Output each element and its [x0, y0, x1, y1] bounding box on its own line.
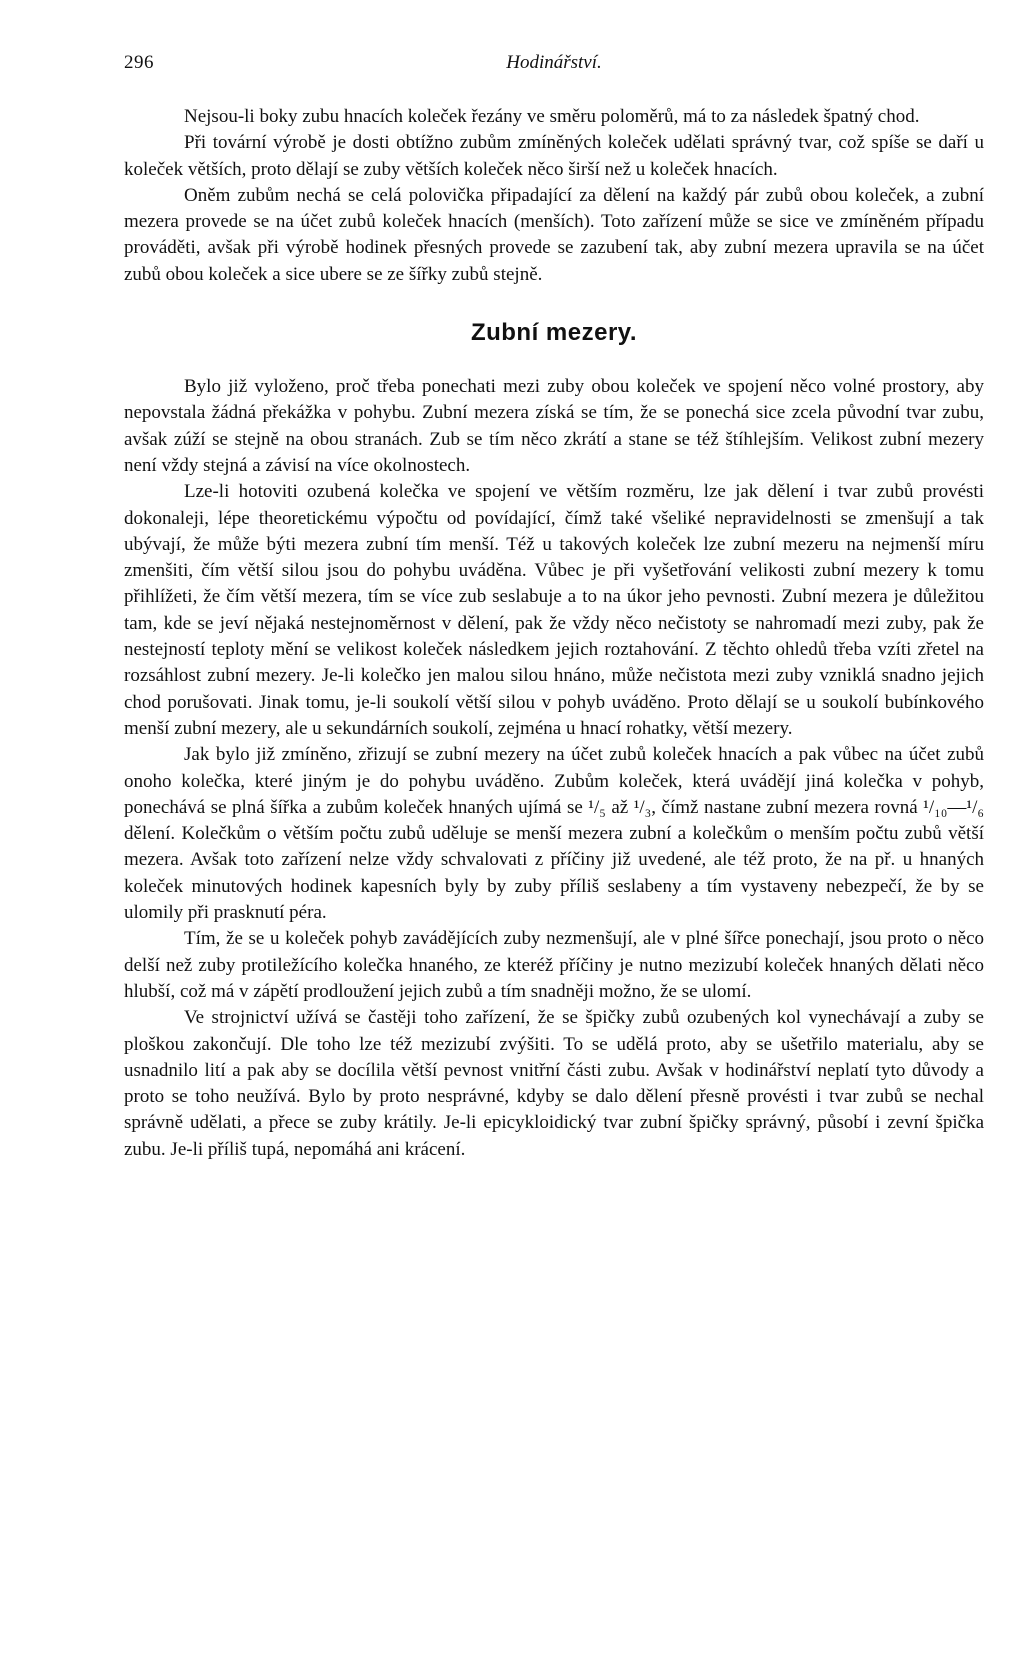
- section-body: [124, 374, 984, 1163]
- paragraph: Tím, že se u koleček pohyb zavádějících zuby nezmenšují, ale v plné šířce ponechají, jsou proto o něco delší než zuby protiležícího kolečka hnaného, ze kteréž příčiny je nutno mezizubí koleček hnaných dělati něco hlubší, což má v zápětí prodloužení jejich zubů a tím snadněji možno, že se ulomí.: [124, 928, 984, 1002]
- paragraph: Při tovární výrobě je dosti obtížno zubům zmíněných koleček udělati správný tvar, což spíše se daří u koleček větších, proto dělají se zuby větších koleček něco širší než u koleček hnacích.: [124, 132, 984, 180]
- paragraph: Oněm zubům nechá se celá polovička připadající za dělení na každý pár zubů obou koleček, a zubní mezera provede se na účet zubů koleček hnacích (menších). Toto zařízení může se sice ve zmíněném případu prováděti, avšak při výrobě hodinek přesných provede se zazubení tak, aby zubní mezera upravila se na účet zubů obou koleček a sice ubere se ze šířky zubů stejně.: [124, 184, 984, 285]
- running-header: [124, 52, 984, 76]
- body-text: [124, 104, 984, 1163]
- running-title: Hodinářství.: [506, 52, 602, 73]
- paragraph: Lze-li hotoviti ozubená kolečka ve spojení ve větším rozměru, lze jak dělení i tvar zubů provésti dokonaleji, lépe theoretickému výpočtu od povídající, čímž také všeliké nepravidelnosti se zmenšují a tak ubývají, že může býti mezera zubní tím menší. Též u takových koleček lze zubní mezeru na nejmenší míru zmenšiti, čím větší silou jsou do pohybu uváděna. Vůbec je při vyšetřování velikosti zubní mezery k tomu přihlížeti, že čím větší mezera, tím se více zub seslabuje a to na úkor jeho pevnosti. Zubní mezera je důležitou tam, kde se jeví nějaká nestejnoměrnost v dělení, pak že vždy něco nečistoty se nahromadí mezi zuby, pak že nestejností teploty mění se velikost koleček následkem jejich roztahování. Z těchto ohledů třeba vzíti zřetel na rozsáhlost zubní mezery. Je-li kolečko jen malou silou hnáno, může nečistota mezi zuby vzniklá snadno jejich chod porušovati. Jinak tomu, je-li soukolí větší silou v pohyb uváděno. Proto dělají se u soukolí bubínkového menší zubní mezery, ale u sekundárních soukolí, zejména u hnací rohatky, větší mezery.: [124, 481, 984, 739]
- paragraph: Nejsou-li boky zubu hnacích koleček řezány ve směru poloměrů, má to za následek špatný chod.: [184, 106, 920, 127]
- paragraph: Ve strojnictví užívá se častěji toho zařízení, že se špičky zubů ozubených kol vynechávají a zuby se ploškou zakončují. Dle toho lze též mezizubí zvýšiti. To se udělá proto, aby se ušetřilo materialu, aby se usnadnilo lití a pak aby se docílila větší pevnost vnitřní části zubu. Avšak v hodinářství neplatí tyto důvody a proto se toho neužívá. Bylo by proto nesprávné, kdyby se dalo dělení přesně provésti i tvar zubů se nechal správně udělati, a přece se zuby krátily. Je-li epicykloidický tvar zubní špičky správný, působí i zevní špička zubu. Je-li příliš tupá, nepomáhá ani krácení.: [124, 1007, 984, 1160]
- page-number: 296: [124, 52, 154, 73]
- paragraph: Jak bylo již zmíněno, zřizují se zubní mezery na účet zubů koleček hnacích a pak vůbec na účet zubů onoho kolečka, které jiným je do pohybu uváděno. Zubům koleček, která uvádějí jiná kolečka v pohyb, ponechává se plná šířka a zubům koleček hnaných ujímá se ¹/₅ až ¹/₃, čímž nastane zubní mezera rovná ¹/₁₀—¹/₆ dělení. Kolečkům o větším počtu zubů uděluje se menší mezera zubní a kolečkům o menším počtu zubů větší mezera. Avšak toto zařízení nelze vždy schvalovati z příčiny již uvedené, ale též proto, že na př. u hnaných koleček minutových hodinek kapesních byly by zuby příliš seslabeny a tím vystaveny nebezpečí, že by se ulomily při prasknutí péra.: [124, 744, 984, 924]
- paragraph: Bylo již vyloženo, proč třeba ponechati mezi zuby obou koleček ve spojení něco volné prostory, aby nepovstala žádná překážka v pohybu. Zubní mezera získá se tím, že se ponechá sice zcela původní tvar zubu, avšak zúží se stejně na obou stranách. Zub se tím něco zkrátí a stane se též štíhlejším. Velikost zubní mezery není vždy stejná a závisí na více okolnostech.: [124, 376, 984, 476]
- section-heading: Zubní mezery.: [470, 319, 638, 347]
